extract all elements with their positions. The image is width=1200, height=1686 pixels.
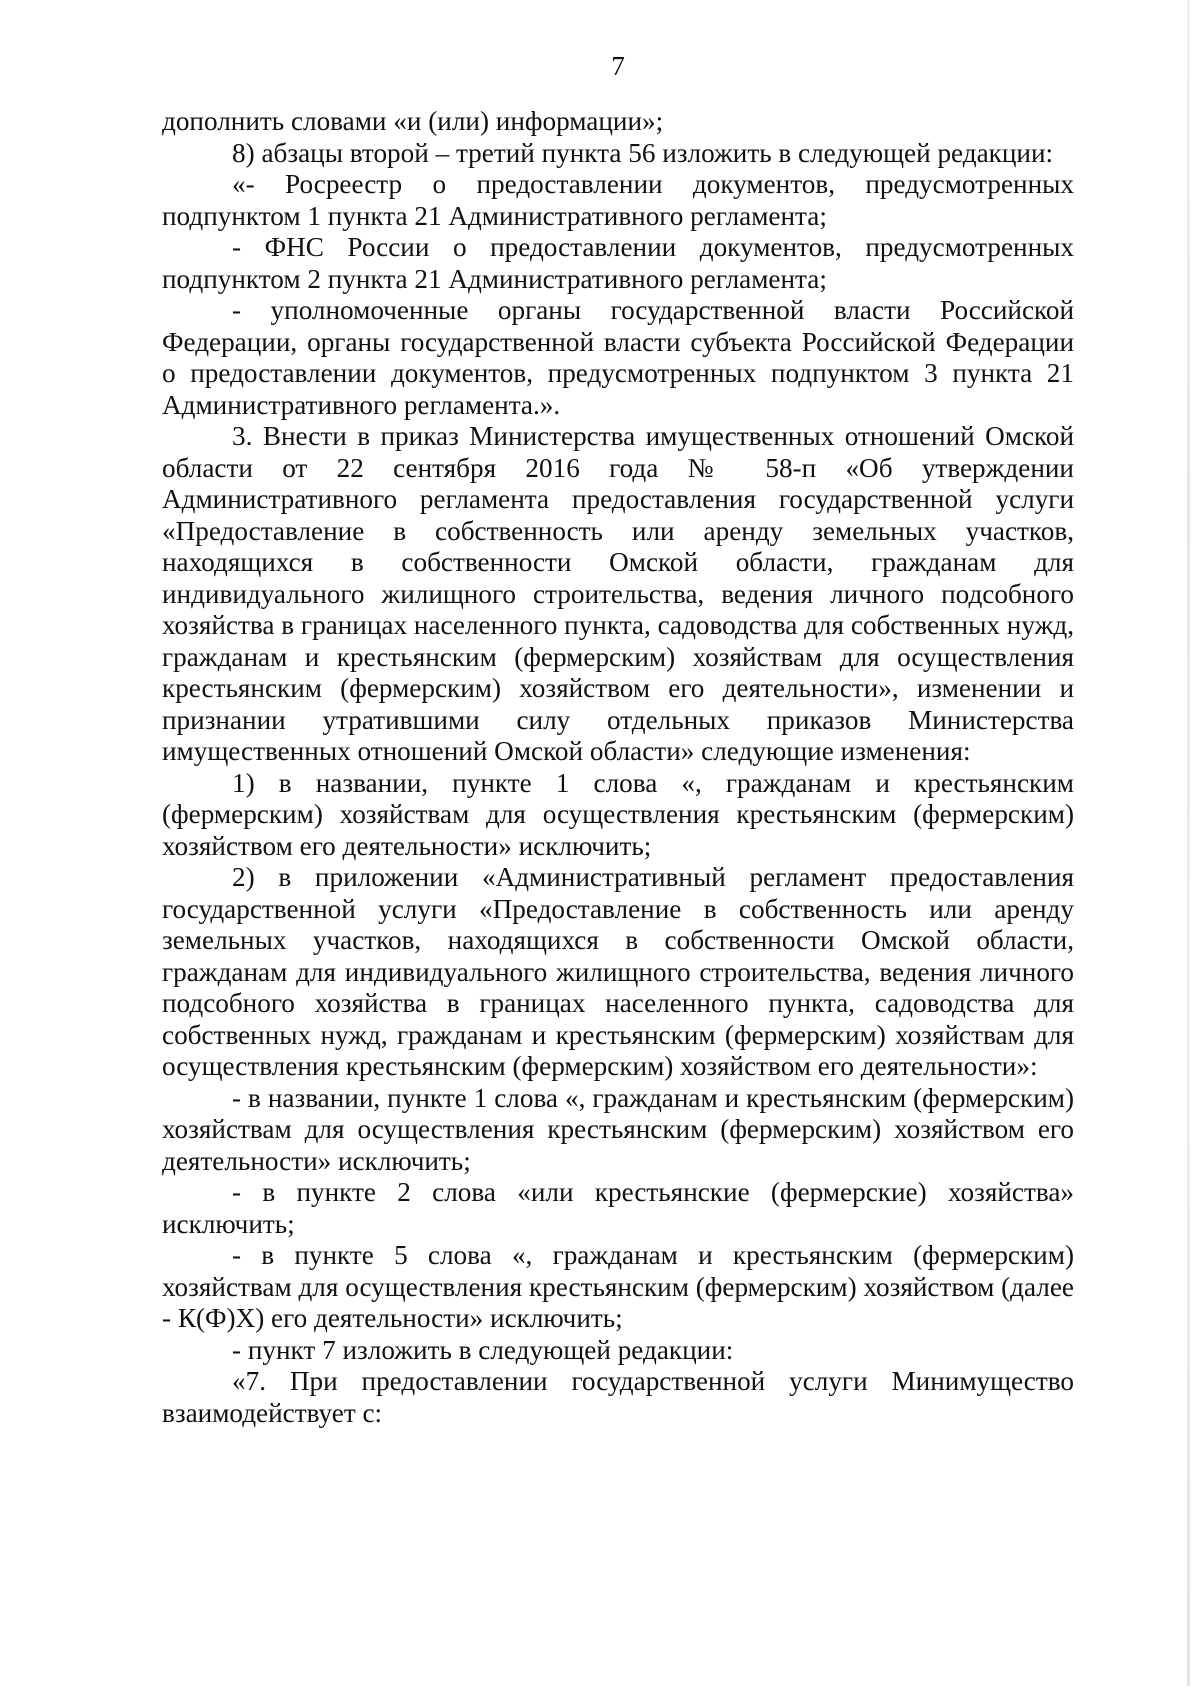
page-number: 7: [611, 51, 625, 81]
paragraph: - пункт 7 изложить в следующей редакции:: [232, 1334, 734, 1365]
paragraph: дополнить словами «и (или) информации»;: [162, 106, 664, 136]
paragraph: - в пункте 5 слова «, гражданам и крестьянским (фермерским) хозяйствам для осуществления крестьянским (фермерским) хозяйством (далее - К(Ф)Х) его деятельности» исключить;: [162, 1240, 1074, 1333]
paragraph: - в пункте 2 слова «или крестьянские (фермерские) хозяйства» исключить;: [162, 1177, 1074, 1239]
paragraph: 8) абзацы второй – третий пункта 56 изложить в следующей редакции:: [232, 137, 1054, 168]
paragraph: «- Росреестр о предоставлении документов, предусмотренных подпунктом 1 пункта 21 Административного регламента;: [162, 169, 1074, 231]
paragraph: - ФНС России о предоставлении документов, предусмотренных подпунктом 2 пункта 21 Административного регламента;: [162, 232, 1074, 294]
paragraph: - в названии, пункте 1 слова «, гражданам и крестьянским (фермерским) хозяйствам для осуществления крестьянским (фермерским) хозяйством его деятельности» исключить;: [162, 1082, 1074, 1176]
paragraph: - уполномоченные органы государственной власти Российской Федерации, органы государственной власти субъекта Российской Федерации о предоставлении документов, предусмотренных подпунктом 3 пункта 21 Административного регламента.».: [162, 295, 1074, 420]
scan-edge-shadow: [1187, 0, 1190, 1686]
document-body: [162, 106, 1074, 1429]
paragraph: 1) в названии, пункте 1 слова «, гражданам и крестьянским (фермерским) хозяйствам для осуществления крестьянским (фермерским) хозяйством его деятельности» исключить;: [162, 767, 1074, 861]
paragraph: 2) в приложении «Административный регламент предоставления государственной услуги «Предоставление в собственность или аренду земельных участков, находящихся в собственности Омской области, гражданам для индивидуального жилищного строительства, ведения личного подсобного хозяйства в границах населенного пункта, садоводства для собственных нужд, гражданам и крестьянским (фермерским) хозяйствам для осуществления крестьянским (фермерским) хозяйством его деятельности»:: [162, 862, 1074, 1081]
paragraph: «7. При предоставлении государственной услуги Минимущество взаимодействует с:: [162, 1366, 1074, 1428]
paragraph: 3. Внести в приказ Министерства имущественных отношений Омской области от 22 сентября 2016 года № 58-п «Об утверждении Административного регламента предоставления государственной услуги «Предоставление в собственность или аренду земельных участков, находящихся в собственности Омской области, гражданам для индивидуального жилищного строительства, ведения личного подсобного хозяйства в границах населенного пункта, садоводства для собственных нужд, гражданам и крестьянским (фермерским) хозяйствам для осуществления крестьянским (фермерским) хозяйством его деятельности», изменении и признании утратившими силу отдельных приказов Министерства имущественных отношений Омской области» следующие изменения:: [162, 421, 1074, 766]
